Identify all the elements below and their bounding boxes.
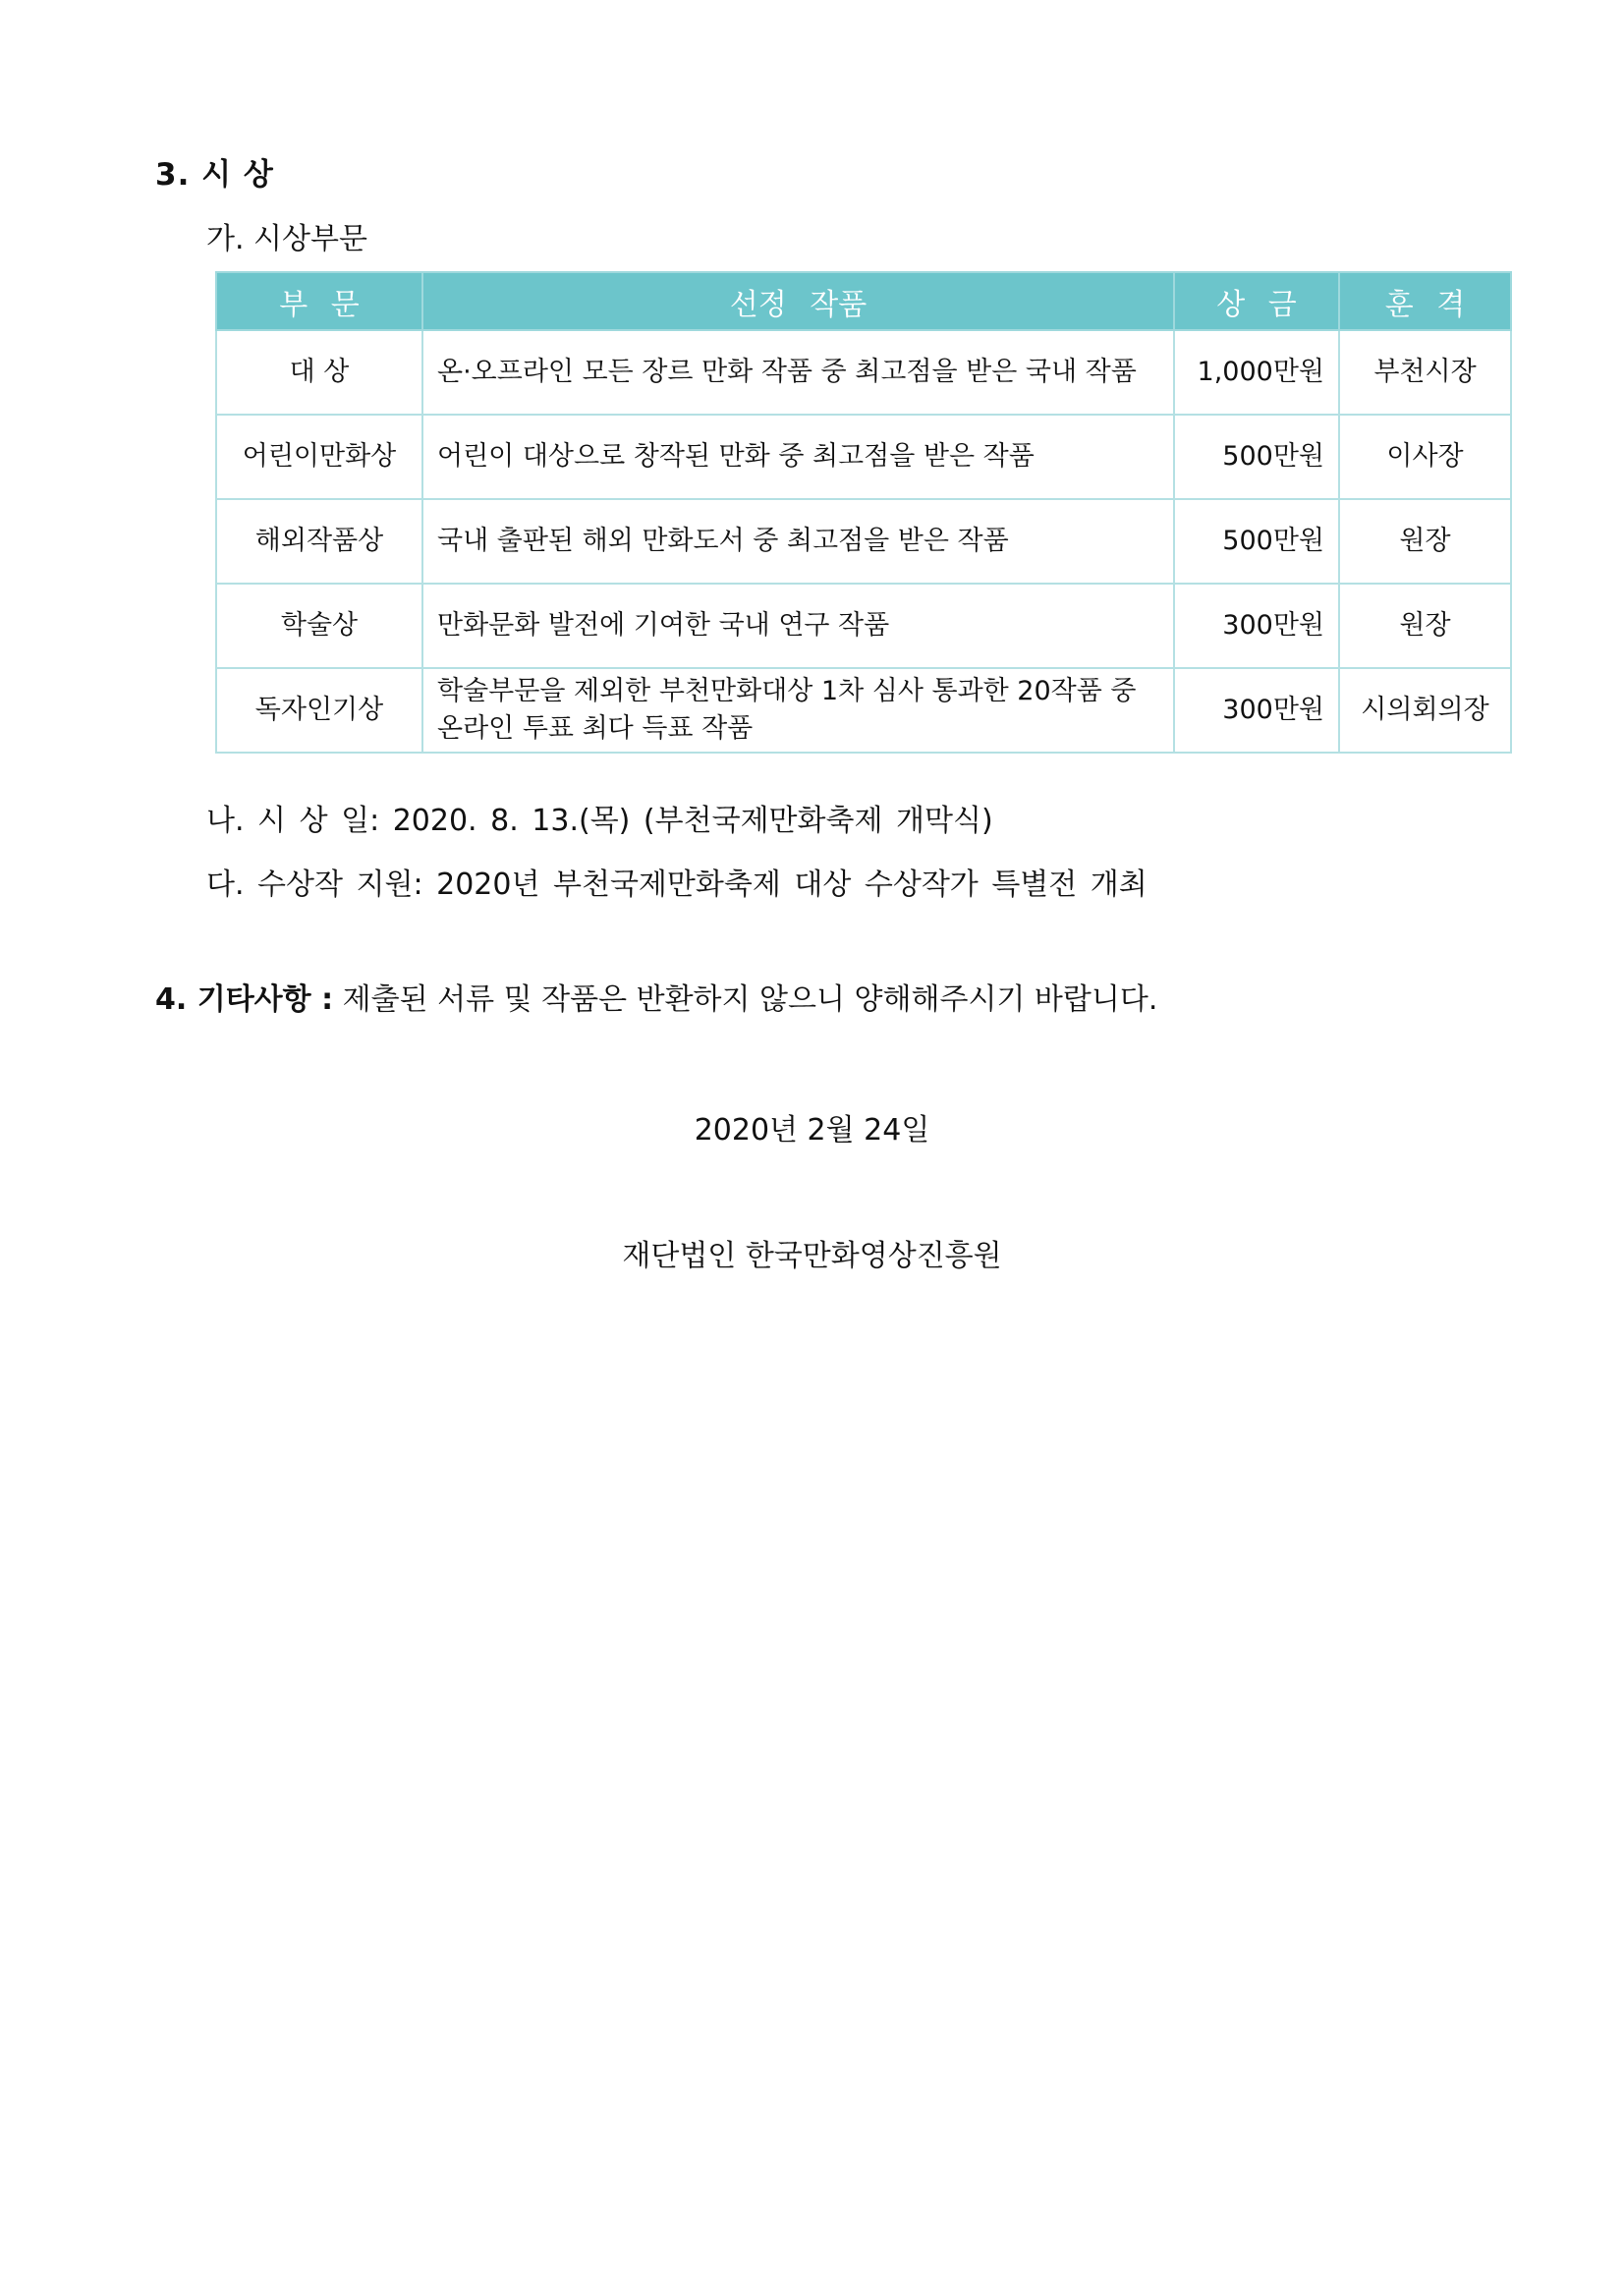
award-work: 온·오프라인 모든 장르 만화 작품 중 최고점을 받은 국내 작품: [422, 330, 1174, 415]
award-prize: 300만원: [1174, 668, 1339, 753]
table-header-row: [216, 272, 1511, 330]
award-prize: 500만원: [1174, 499, 1339, 584]
award-work: 어린이 대상으로 창작된 만화 중 최고점을 받은 작품: [422, 415, 1174, 499]
award-date-line: 나. 시 상 일: 2020. 8. 13.(목) (부천국제만화축제 개막식): [206, 804, 993, 838]
award-grade: 부천시장: [1339, 330, 1511, 415]
table-row: [216, 584, 1511, 668]
award-work: 국내 출판된 해외 만화도서 중 최고점을 받은 작품: [422, 499, 1174, 584]
award-prize: 300만원: [1174, 584, 1339, 668]
misc-notice-text: 제출된 서류 및 작품은 반환하지 않으니 양해해주시기 바랍니다.: [342, 982, 1158, 1017]
document-date: 2020년 2월 24일: [694, 1113, 930, 1148]
award-grade: 이사장: [1339, 415, 1511, 499]
misc-notice-label: 4. 기타사항 :: [155, 982, 334, 1017]
table-row: [216, 668, 1511, 753]
award-work: 만화문화 발전에 기여한 국내 연구 작품: [422, 584, 1174, 668]
table-row: [216, 499, 1511, 584]
header-selected-work: 선정 작품: [422, 272, 1174, 330]
header-prize-money: 상 금: [1174, 272, 1339, 330]
award-category: 해외작품상: [216, 499, 422, 584]
table-row: [216, 330, 1511, 415]
award-category: 독자인기상: [216, 668, 422, 753]
header-category: 부 문: [216, 272, 422, 330]
award-grade: 원장: [1339, 584, 1511, 668]
award-category: 대 상: [216, 330, 422, 415]
awards-table: [215, 271, 1512, 754]
header-honor-grade: 훈 격: [1339, 272, 1511, 330]
award-prize: 500만원: [1174, 415, 1339, 499]
awards-category-heading: 가. 시상부문: [206, 222, 367, 256]
misc-notice: [155, 975, 1157, 1018]
award-grade: 시의회의장: [1339, 668, 1511, 753]
award-category: 학술상: [216, 584, 422, 668]
table-row: [216, 415, 1511, 499]
winner-support-line: 다. 수상작 지원: 2020년 부천국제만화축제 대상 수상작가 특별전 개최: [206, 868, 1148, 902]
award-grade: 원장: [1339, 499, 1511, 584]
section-3-title: 3. 시 상: [155, 157, 274, 193]
organization-name: 재단법인 한국만화영상진흥원: [622, 1239, 1002, 1273]
award-category: 어린이만화상: [216, 415, 422, 499]
award-work: 학술부문을 제외한 부천만화대상 1차 심사 통과한 20작품 중 온라인 투표 최다 득표 작품: [422, 668, 1174, 753]
award-prize: 1,000만원: [1174, 330, 1339, 415]
